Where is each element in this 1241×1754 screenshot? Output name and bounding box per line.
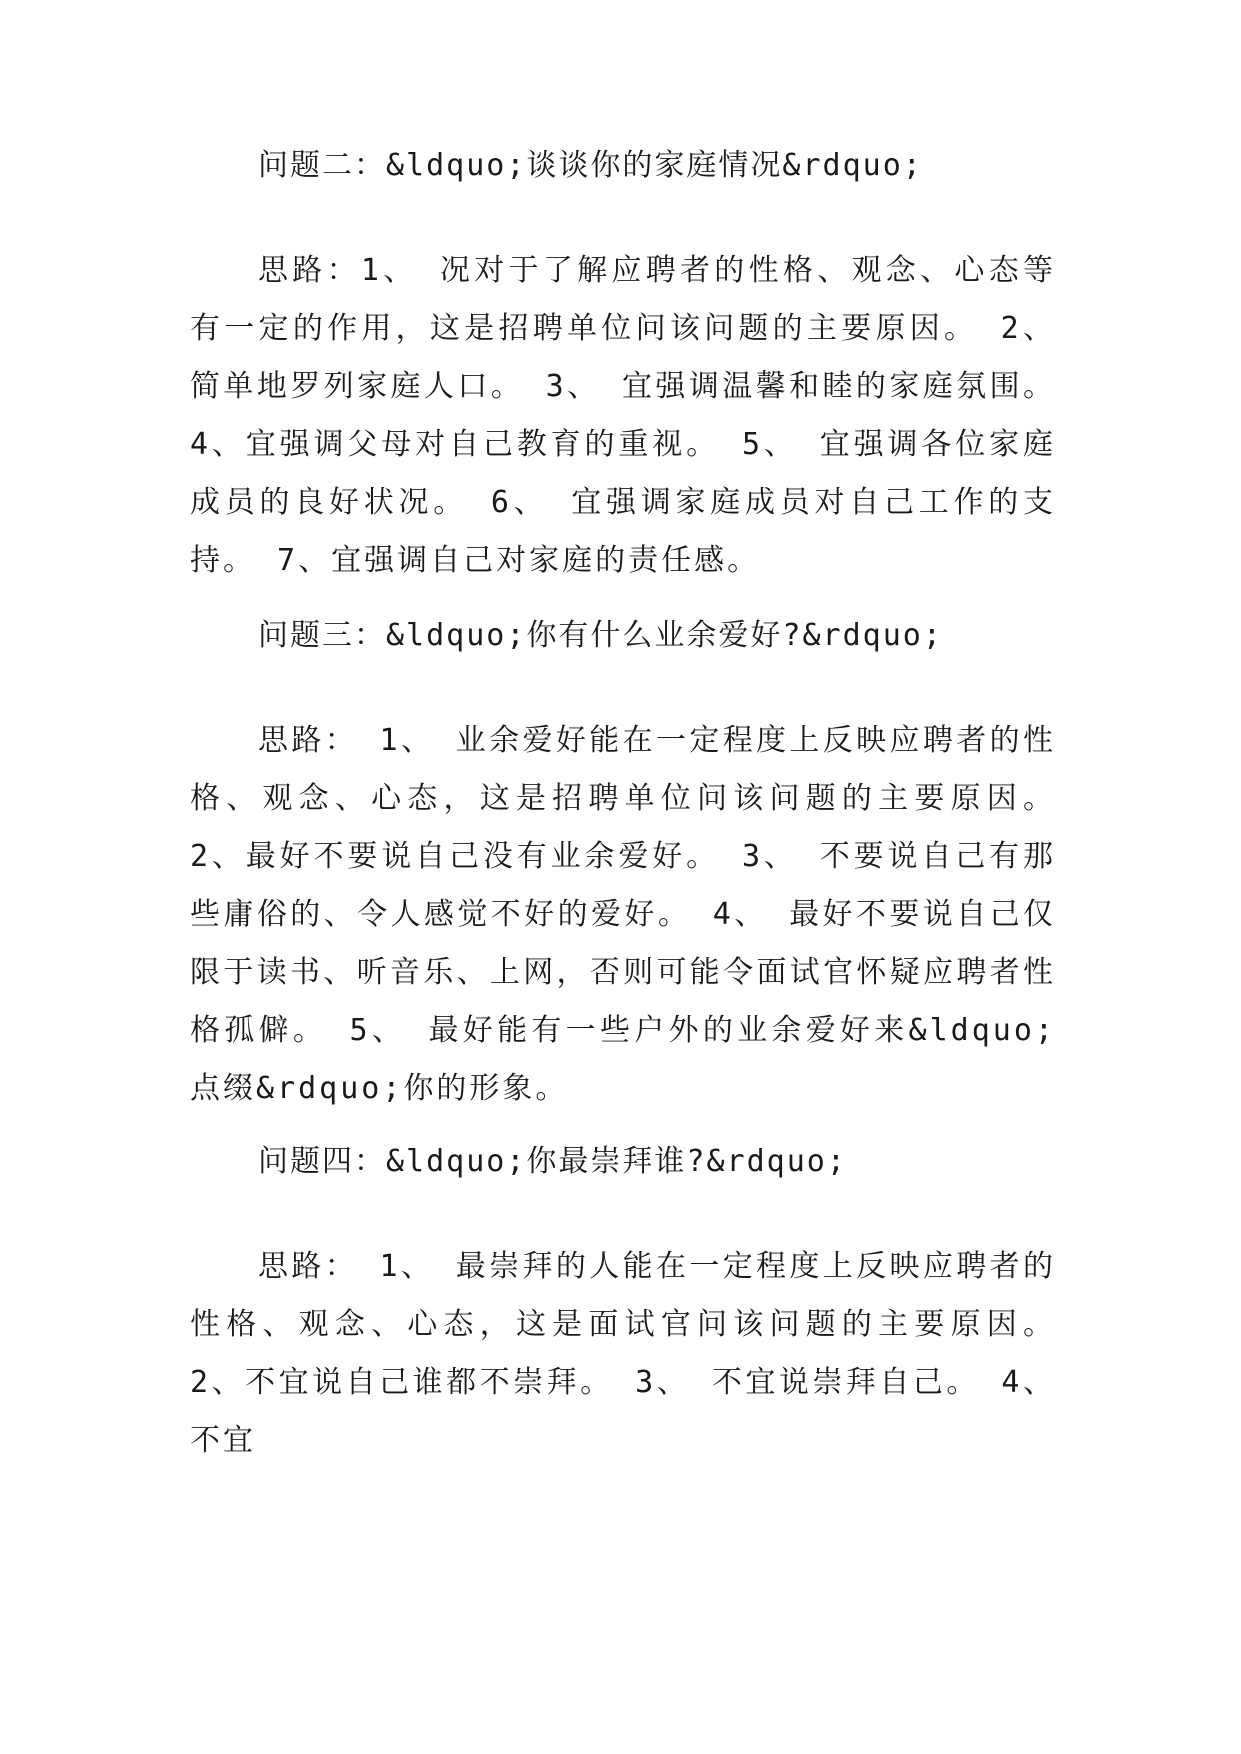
question-3-heading: 问题三：&ldquo;你有什么业余爱好?&rdquo;	[258, 618, 943, 653]
question-2-answer: 思路：1、 况对于了解应聘者的性格、观念、心态等有一定的作用，这是招聘单位问该问题的主要原因。 2、 简单地罗列家庭人口。 3、 宜强调温馨和睦的家庭氛围。 4、宜强调父母对自己教育的重视。 5、 宜强调各位家庭成员的良好状况。 6、 宜强调家庭成员对自己工作的支持。 7、宜强调自己对家庭的责任感。	[190, 253, 1056, 578]
question-2-heading: 问题二：&ldquo;谈谈你的家庭情况&rdquo;	[258, 148, 923, 183]
question-4-heading: 问题四：&ldquo;你最崇拜谁?&rdquo;	[258, 1144, 847, 1179]
question-3-answer: 思路： 1、 业余爱好能在一定程度上反映应聘者的性格、观念、心态，这是招聘单位问该问题的主要原因。 2、最好不要说自己没有业余爱好。 3、 不要说自己有那些庸俗的、令人感觉不好的爱好。 4、 最好不要说自己仅限于读书、听音乐、上网，否则可能令面试官怀疑应聘者性格孤僻。 5、 最好能有一些户外的业余爱好来&ldquo;点缀&rdquo;你的形象。	[190, 723, 1056, 1106]
question-4-answer: 思路： 1、 最崇拜的人能在一定程度上反映应聘者的性格、观念、心态，这是面试官问该问题的主要原因。 2、不宜说自己谁都不崇拜。 3、 不宜说崇拜自己。 4、 不宜	[190, 1249, 1056, 1458]
